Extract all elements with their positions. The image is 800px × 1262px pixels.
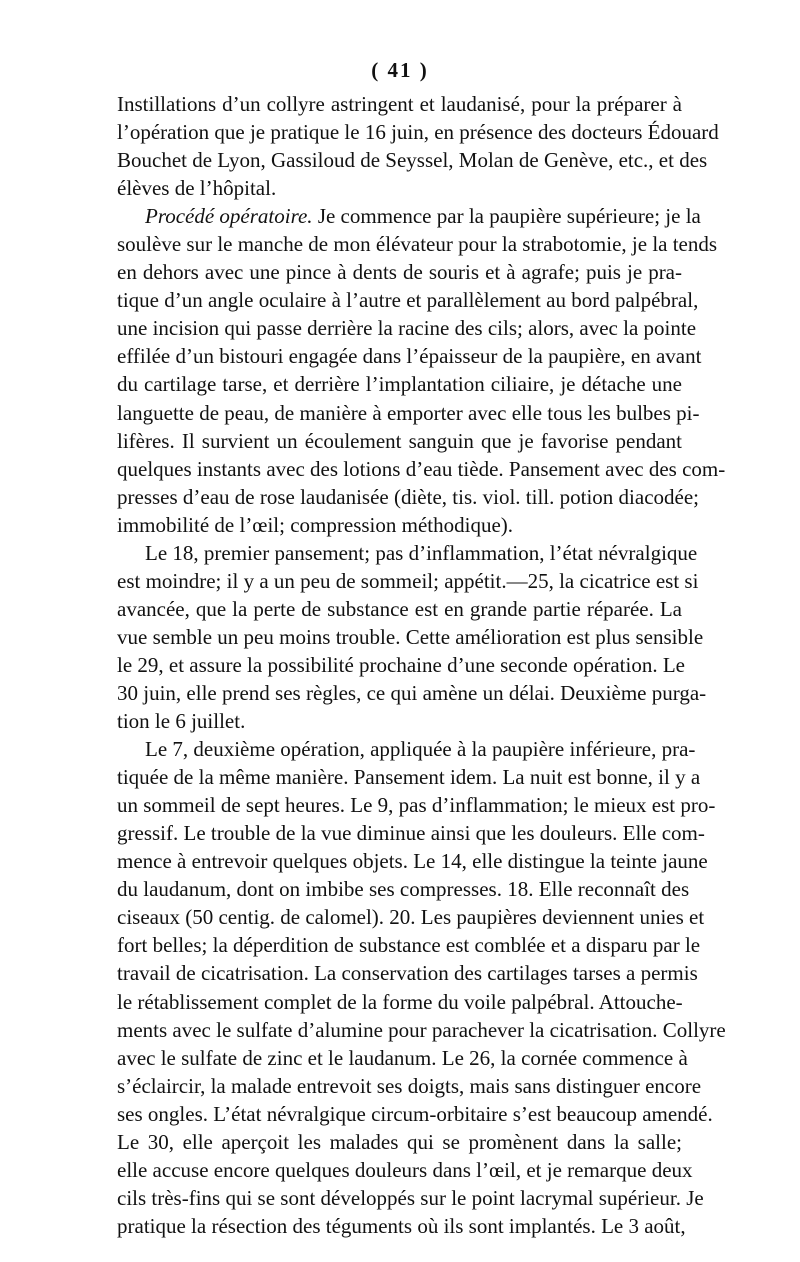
text-line: l’opération que je pratique le 16 juin, en présence des docteurs Édouard — [117, 120, 719, 145]
section-heading: Procédé opératoire. — [145, 204, 313, 229]
text-line: s’éclaircir, la malade entrevoit ses doigts, mais sans distinguer encore — [117, 1073, 702, 1098]
text-line: Instillations d’un collyre astringent et laudanisé, pour la préparer à — [117, 92, 682, 116]
text-line: du laudanum, dont on imbibe ses compresses. 18. Elle reconnaît des — [117, 877, 690, 902]
text-line: vue semble un peu moins trouble. Cette amélioration est plus sensible — [117, 624, 704, 649]
text-line: en dehors avec une pince à dents de souris et à agrafe; puis je pra- — [117, 260, 682, 285]
text-line: ses ongles. L’état névralgique circum-orbitaire s’est beaucoup amendé. — [117, 1101, 713, 1126]
text-line: ciseaux (50 centig. de calomel). 20. Les paupières deviennent unies et — [117, 905, 705, 930]
text-line: soulève sur le manche de mon élévateur pour la strabotomie, je la tends — [117, 232, 718, 257]
text-line: Le 18, premier pansement; pas d’inflammation, l’état névralgique — [145, 540, 698, 565]
text-line: du cartilage tarse, et derrière l’implantation ciliaire, je détache une — [117, 372, 682, 397]
text-line: lifères. Il survient un écoulement sanguin que je favorise pendant — [117, 428, 682, 453]
text-line: avec le sulfate de zinc et le laudanum. Le 26, la cornée commence à — [117, 1045, 688, 1070]
text-line: mence à entrevoir quelques objets. Le 14, elle distingue la teinte jaune — [117, 849, 708, 874]
text-line: languette de peau, de manière à emporter avec elle tous les bulbes pi- — [117, 400, 700, 425]
text-line: élèves de l’hôpital. — [117, 176, 277, 201]
text-line — [117, 202, 701, 230]
text-line: le 29, et assure la possibilité prochaine d’une seconde opération. Le — [117, 652, 685, 677]
text-line: fort belles; la déperdition de substance est comblée et a disparu par le — [117, 933, 701, 958]
text-line: elle accuse encore quelques douleurs dans l’œil, et je remarque deux — [117, 1157, 693, 1182]
text-line: tion le 6 juillet. — [117, 709, 246, 734]
text-line: cils très-fins qui se sont développés sur le point lacrymal supérieur. Je — [117, 1185, 704, 1210]
text-line: Le 30, elle aperçoit les malades qui se promènent dans la salle; — [117, 1129, 682, 1154]
body-text — [117, 90, 726, 1240]
text-line: tiquée de la même manière. Pansement idem. La nuit est bonne, il y a — [117, 765, 701, 790]
text-line: le rétablissement complet de la forme du voile palpébral. Attouche- — [117, 989, 683, 1014]
text-line: effilée d’un bistouri engagée dans l’épaisseur de la paupière, en avant — [117, 344, 702, 369]
text-line: est moindre; il y a un peu de sommeil; appétit.—25, la cicatrice est si — [117, 568, 699, 593]
text-line: gressif. Le trouble de la vue diminue ainsi que les douleurs. Elle com- — [117, 821, 705, 846]
text-line: un sommeil de sept heures. Le 9, pas d’inflammation; le mieux est pro- — [117, 793, 716, 818]
text-line: quelques instants avec des lotions d’eau tiède. Pansement avec des com- — [117, 456, 726, 481]
text-line: presses d’eau de rose laudanisée (diète, tis. viol. till. potion diacodée; — [117, 484, 699, 509]
text-line: avancée, que la perte de substance est en grande partie réparée. La — [117, 596, 682, 621]
text-line: immobilité de l’œil; compression méthodique). — [117, 512, 514, 537]
text-line: tique d’un angle oculaire à l’autre et parallèlement au bord palpébral, — [117, 288, 699, 313]
text-line: 30 juin, elle prend ses règles, ce qui amène un délai. Deuxième purga- — [117, 680, 707, 705]
page-number: ( 41 ) — [371, 58, 429, 82]
text-line: une incision qui passe derrière la racine des cils; alors, avec la pointe — [117, 316, 697, 341]
text-fragment: Je commence par la paupière supérieure; je la — [312, 204, 701, 229]
text-line: pratique la résection des téguments où ils sont implantés. Le 3 août, — [117, 1213, 686, 1238]
text-line: ments avec le sulfate d’alumine pour parachever la cicatrisation. Collyre — [117, 1017, 726, 1042]
text-line: Bouchet de Lyon, Gassiloud de Seyssel, Molan de Genève, etc., et des — [117, 148, 708, 173]
text-line: Le 7, deuxième opération, appliquée à la paupière inférieure, pra- — [145, 737, 696, 762]
text-line: travail de cicatrisation. La conservation des cartilages tarses a permis — [117, 961, 698, 986]
